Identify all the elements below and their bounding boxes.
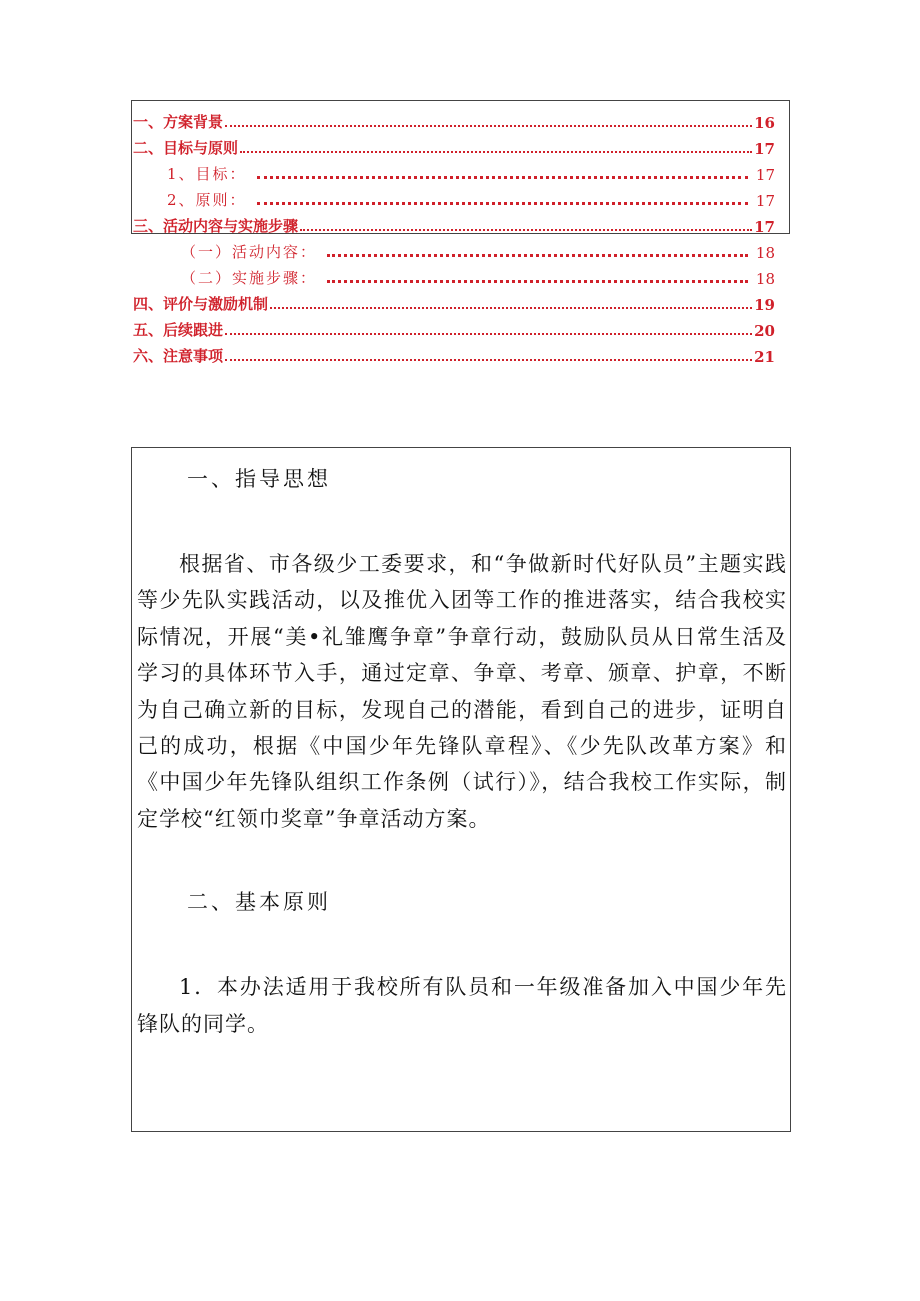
toc-item-page: 17	[755, 192, 775, 210]
toc-leader-dots	[257, 192, 748, 205]
toc-item-label: 一、方案背景	[133, 113, 224, 131]
toc-item-label: 五、后续跟进	[133, 321, 224, 339]
toc-item-label: 三、活动内容与实施步骤	[133, 217, 299, 235]
toc-item-page: 18	[755, 244, 775, 262]
toc-subitem-principles[interactable]	[133, 184, 775, 210]
toc-item-page: 21	[754, 348, 775, 366]
toc-leader-dots	[300, 219, 752, 231]
toc-leader-dots	[225, 115, 752, 127]
section-heading-guiding-thought: 一、指导思想	[187, 467, 331, 491]
paragraph-principle-1: 1．本办法适用于我校所有队员和一年级准备加入中国少年先锋队的同学。	[137, 975, 787, 1036]
toc-item-notes[interactable]	[133, 340, 775, 366]
toc-item-page: 20	[754, 322, 775, 340]
toc-leader-dots	[257, 166, 748, 179]
toc-leader-dots	[270, 297, 752, 309]
toc-item-page: 17	[754, 218, 775, 236]
toc-leader-dots	[327, 270, 748, 283]
toc-leader-dots	[225, 349, 752, 361]
toc-item-label: 2、原则：	[167, 191, 247, 209]
toc-item-label: 六、注意事项	[133, 347, 224, 365]
toc-subitem-implementation-steps[interactable]	[133, 262, 775, 288]
toc-leader-dots	[327, 244, 748, 257]
toc-item-label: （一）活动内容：	[181, 243, 318, 261]
toc-item-activities-steps[interactable]	[133, 210, 775, 236]
toc-subitem-goals[interactable]	[133, 158, 775, 184]
section-heading-basic-principles: 二、基本原则	[187, 890, 331, 915]
toc-item-page: 18	[755, 270, 775, 288]
toc-item-label: 四、评价与激励机制	[133, 295, 269, 313]
toc-leader-dots	[240, 141, 752, 153]
toc-item-page: 16	[754, 114, 775, 132]
toc-item-follow-up[interactable]	[133, 314, 775, 340]
toc-item-label: 1、目标：	[167, 165, 247, 183]
toc-item-page: 19	[754, 296, 775, 314]
paragraph-guiding-thought: 根据省、市各级少工委要求，和“争做新时代好队员”主题实践等少先队实践活动，以及推优入团等工作的推进落实，结合我校实际情况，开展“美•礼雏鹰争章”争章行动，鼓励队员从日常生活及学习的具体环节入手，通过定章、争章、考章、颁章、护章，不断为自己确立新的目标，发现自己的潜能，看到自己的进步，证明自己的成功，根据《中国少年先锋队章程》、《少先队改革方案》和《中国少年先锋队组织工作条例（试行）》，结合我校工作实际，制定学校“红领巾奖章”争章活动方案。	[137, 552, 787, 831]
toc-item-page: 17	[754, 140, 775, 158]
toc-item-background[interactable]	[133, 106, 775, 132]
spacer	[137, 506, 787, 546]
document-body	[137, 452, 787, 1042]
toc-item-label: （二）实施步骤：	[181, 269, 318, 287]
toc-item-evaluation[interactable]	[133, 288, 775, 314]
toc-leader-dots	[225, 323, 752, 335]
spacer	[137, 929, 787, 969]
toc-item-goals-principles[interactable]	[133, 132, 775, 158]
table-of-contents	[133, 106, 775, 366]
toc-item-label: 二、目标与原则	[133, 139, 239, 157]
toc-subitem-activity-content[interactable]	[133, 236, 775, 262]
toc-item-page: 17	[755, 166, 775, 184]
spacer	[137, 837, 787, 875]
